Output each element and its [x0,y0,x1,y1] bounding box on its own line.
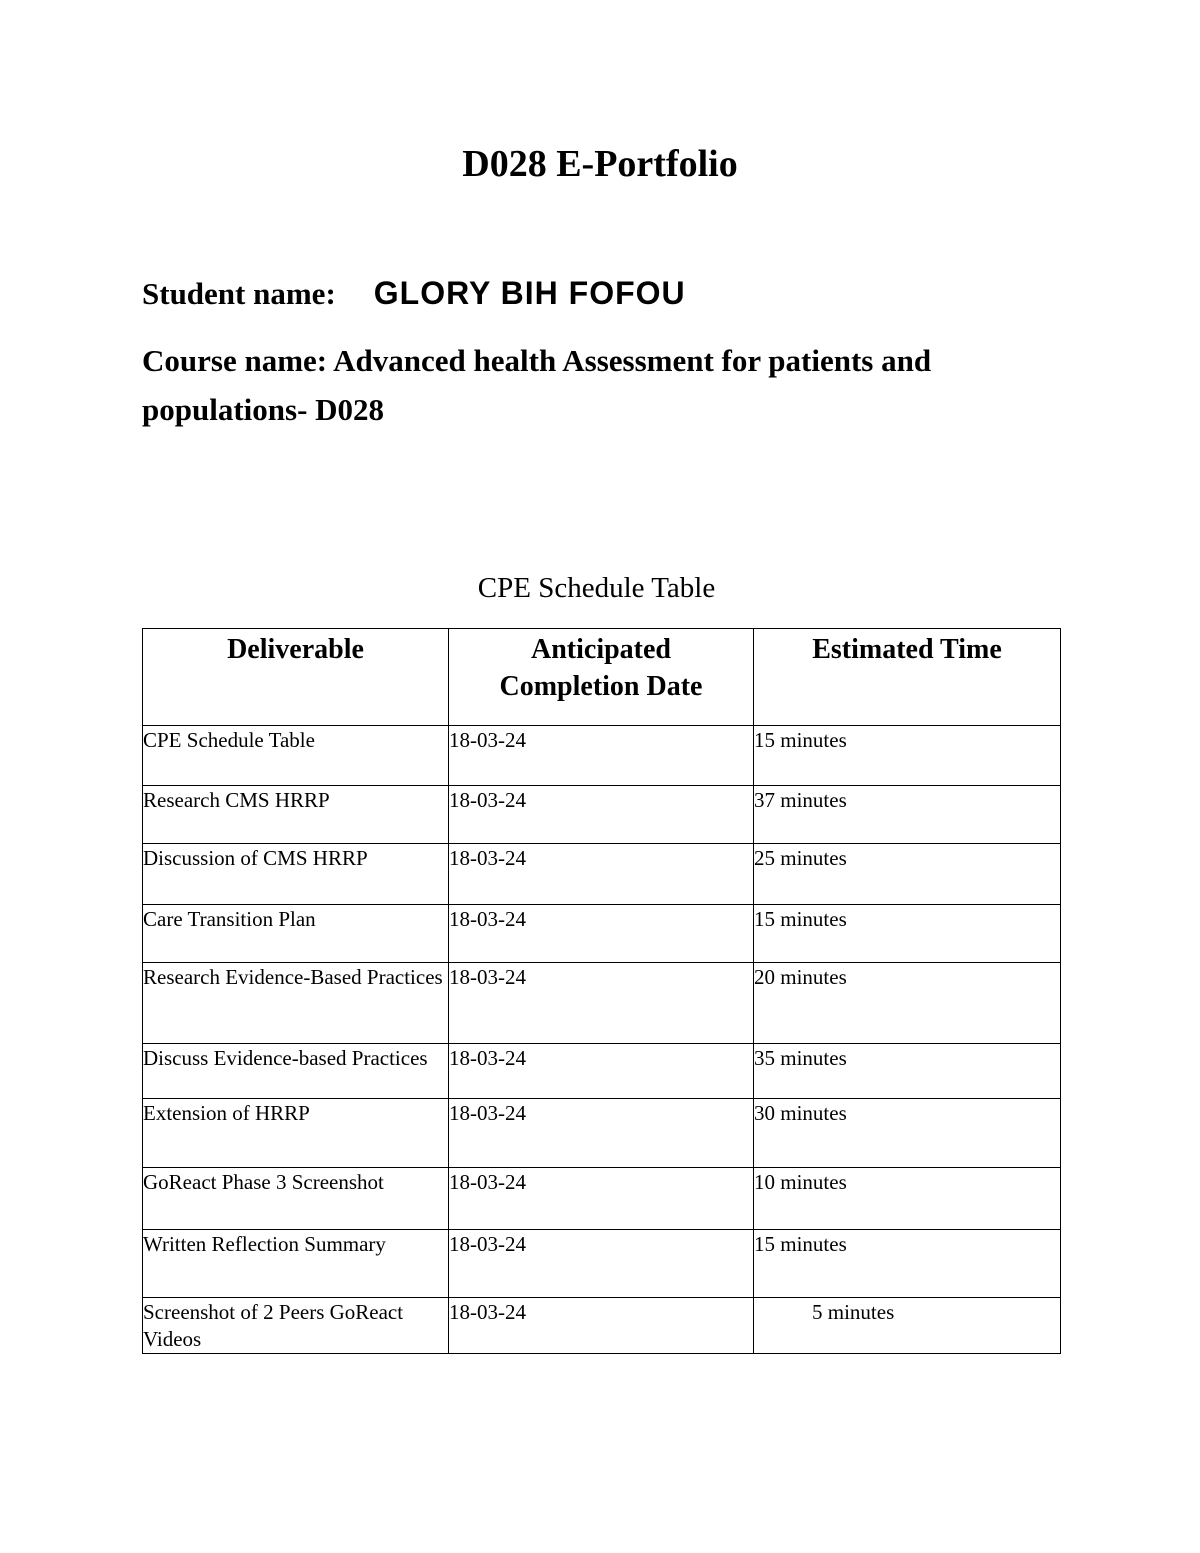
deliverable-cell: Research Evidence-Based Practices [143,963,449,1044]
date-cell: 18-03-24 [449,1298,754,1354]
table-row [143,1168,1061,1230]
time-cell: 10 minutes [754,1168,1061,1230]
table-header-row [143,629,1061,726]
deliverable-cell: Research CMS HRRP [143,786,449,844]
student-name-value: GLORY BIH FOFOU [373,275,686,311]
date-cell: 18-03-24 [449,1168,754,1230]
table-row [143,963,1061,1044]
date-cell: 18-03-24 [449,844,754,905]
date-cell: 18-03-24 [449,1230,754,1298]
time-cell: 15 minutes [754,1230,1061,1298]
table-row [143,726,1061,786]
date-cell: 18-03-24 [449,963,754,1044]
deliverable-cell: Extension of HRRP [143,1099,449,1168]
date-cell: 18-03-24 [449,786,754,844]
table-row [143,844,1061,905]
date-cell: 18-03-24 [449,1044,754,1099]
deliverable-cell: Care Transition Plan [143,905,449,963]
deliverable-cell: CPE Schedule Table [143,726,449,786]
header-estimated-time: Estimated Time [754,629,1061,726]
time-cell: 15 minutes [754,726,1061,786]
deliverable-cell: Discussion of CMS HRRP [143,844,449,905]
table-row [143,1099,1061,1168]
cpe-schedule-table [142,628,1061,1354]
time-cell: 35 minutes [754,1044,1061,1099]
time-cell: 30 minutes [754,1099,1061,1168]
time-cell: 5 minutes [754,1298,1061,1354]
deliverable-cell: Screenshot of 2 Peers GoReact Videos [143,1298,449,1354]
table-row [143,1298,1061,1354]
table-row [143,786,1061,844]
table-row [143,1044,1061,1099]
header-deliverable: Deliverable [143,629,449,726]
deliverable-cell: Written Reflection Summary [143,1230,449,1298]
deliverable-cell: Discuss Evidence-based Practices [143,1044,449,1099]
date-cell: 18-03-24 [449,1099,754,1168]
table-header [143,629,1061,726]
time-cell: 25 minutes [754,844,1061,905]
time-cell: 15 minutes [754,905,1061,963]
student-name-line [142,275,686,312]
date-cell: 18-03-24 [449,905,754,963]
course-name-line: Course name: Advanced health Assessment for patients and populations- D028 [142,343,932,427]
deliverable-cell: GoReact Phase 3 Screenshot [143,1168,449,1230]
time-cell: 20 minutes [754,963,1061,1044]
table-body [143,726,1061,1354]
table-caption: CPE Schedule Table [477,572,716,604]
table-row [143,1230,1061,1298]
document-title: D028 E-Portfolio [462,143,738,185]
header-completion-date: Anticipated Completion Date [449,629,754,726]
table-row [143,905,1061,963]
student-name-label: Student name: [142,276,336,311]
date-cell: 18-03-24 [449,726,754,786]
time-cell: 37 minutes [754,786,1061,844]
